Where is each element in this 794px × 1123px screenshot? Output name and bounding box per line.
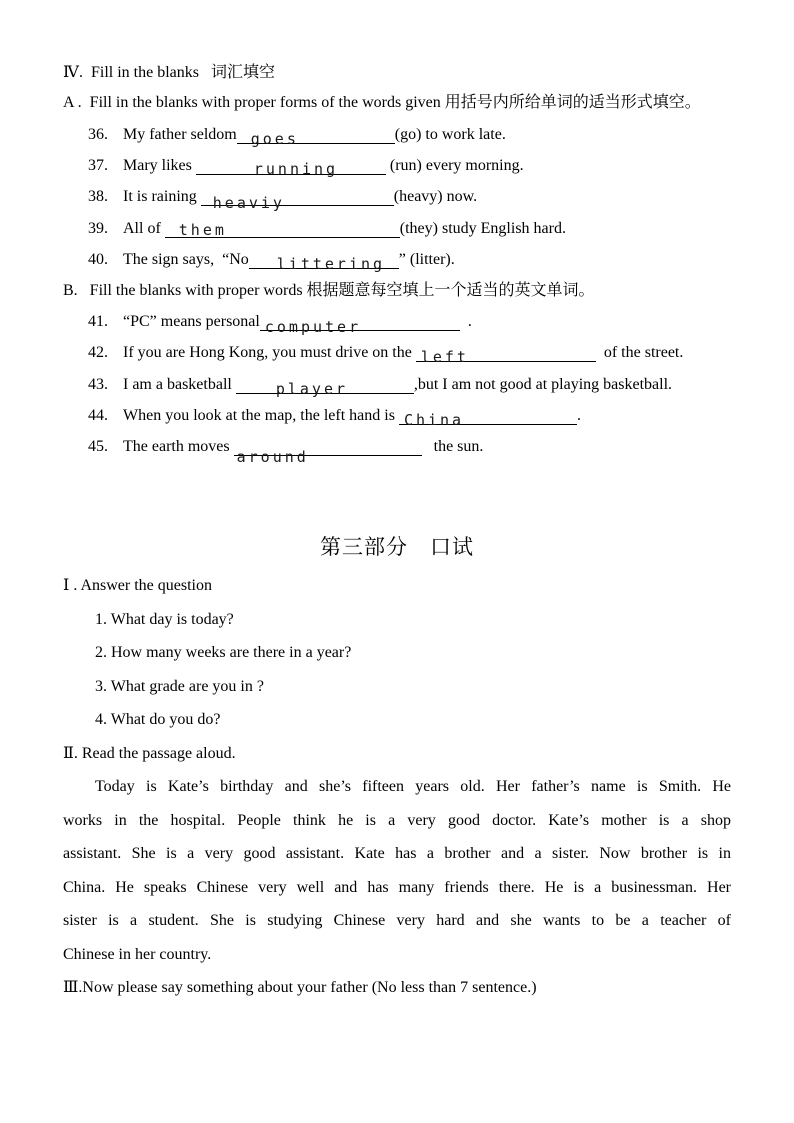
question-number: 40.: [88, 250, 108, 268]
answer-blank: [399, 404, 577, 429]
passage-line: Today is Kate’s birthday and she’s fifteen years old. Her father’s name is Smith. He: [95, 778, 731, 796]
question-number: 41.: [88, 313, 108, 331]
oral-task3-heading: Ⅲ.Now please say something about your father (No less than 7 sentence.): [63, 979, 537, 997]
handwritten-answer: them: [178, 220, 227, 239]
passage-line: works in the hospital. People think he is a very good doctor. Kate’s mother is a shop: [63, 811, 731, 829]
question-line: [63, 306, 731, 337]
question-text-pre: Mary likes: [123, 157, 196, 175]
handwritten-answer: left: [420, 348, 469, 367]
part-b-questions: [63, 306, 731, 466]
handwritten-answer: China: [403, 410, 465, 429]
handwritten-answer: littering: [276, 254, 386, 273]
question-text-pre: The sign says, “No: [123, 250, 249, 268]
question-text-post: ” (litter).: [398, 250, 455, 268]
question-number: 38.: [88, 188, 108, 206]
answer-blank: [249, 248, 399, 273]
reading-passage: [63, 770, 731, 971]
answer-blank: [201, 185, 394, 213]
question-text-pre: My father seldom: [123, 126, 237, 143]
answer-blank: [237, 123, 395, 148]
oral-question: 1. What day is today?: [95, 610, 234, 628]
oral-question: 2. How many weeks are there in a year?: [95, 644, 352, 662]
question-line: [63, 150, 731, 181]
part-a-instruction: A . Fill in the blanks with proper forms of the words given 用括号内所给单词的适当形式填空。: [63, 94, 701, 111]
oral-section-body: [63, 569, 731, 1005]
question-number: 44.: [88, 406, 108, 424]
answer-blank: [234, 435, 422, 466]
question-line: [63, 244, 731, 275]
oral-task2-heading: Ⅱ. Read the passage aloud.: [63, 744, 236, 762]
handwritten-answer: goes: [250, 130, 299, 148]
part-a-questions: [63, 119, 731, 275]
question-text-post: of the street.: [595, 344, 684, 362]
handwritten-answer: running: [253, 160, 339, 179]
handwritten-answer: heaviy: [212, 194, 285, 213]
answer-blank: [260, 310, 460, 337]
question-text-post: (go) to work late.: [394, 126, 506, 143]
question-line: [63, 431, 731, 466]
question-text-post: .: [459, 313, 472, 331]
question-line: [63, 181, 731, 212]
oral-question: 4. What do you do?: [95, 711, 221, 729]
question-text-post: .: [576, 406, 581, 424]
question-text-post: the sun.: [421, 437, 484, 455]
question-text-post: (heavy) now.: [393, 188, 478, 206]
answer-blank: [165, 217, 400, 238]
oral-task1-questions: [63, 603, 731, 737]
question-text-pre: If you are Hong Kong, you must drive on the: [123, 344, 416, 362]
question-line: [63, 369, 731, 400]
part-b-instruction: B. Fill the blanks with proper words 根据题意每空填上一个适当的英文单词。: [63, 281, 595, 299]
question-line: [63, 337, 731, 368]
question-text-pre: All of: [123, 219, 165, 237]
question-number: 39.: [88, 219, 108, 237]
question-text-pre: It is raining: [123, 188, 201, 206]
question-number: 36.: [88, 126, 108, 143]
question-text-post: (run) every morning.: [385, 157, 524, 175]
answer-blank: [196, 154, 386, 179]
question-text-pre: I am a basketball: [123, 375, 236, 393]
question-text-post: (they) study English hard.: [399, 219, 566, 237]
question-text-pre: “PC” means personal: [123, 313, 260, 331]
question-number: 42.: [88, 344, 108, 362]
passage-line: sister is a student. She is studying Chinese very hard and she wants to be a teacher of: [63, 912, 731, 930]
handwritten-answer: computer: [264, 318, 362, 337]
passage-line: assistant. She is a very good assistant. Kate has a brother and a sister. Now brother is in: [63, 845, 731, 863]
section-iv-heading: Ⅳ. Fill in the blanks 词汇填空: [63, 64, 275, 81]
oral-question: 3. What grade are you in ?: [95, 677, 264, 695]
question-number: 45.: [88, 437, 108, 455]
question-line: [63, 119, 731, 150]
handwritten-answer: player: [275, 379, 349, 398]
passage-line: Chinese in her country.: [63, 945, 212, 963]
question-text-pre: When you look at the map, the left hand is: [123, 406, 399, 424]
question-line: [63, 213, 731, 244]
passage-line: China. He speaks Chinese very well and has many friends there. He is a businessman. Her: [63, 878, 731, 896]
part3-title: 第三部分 口试: [320, 535, 474, 560]
oral-task1-heading: Ⅰ . Answer the question: [63, 577, 212, 595]
question-text-post: ,but I am not good at playing basketball.: [413, 375, 673, 393]
answer-blank: [416, 341, 596, 367]
handwritten-answer: around: [236, 447, 309, 466]
question-number: 37.: [88, 157, 108, 175]
question-line: [63, 400, 731, 431]
question-number: 43.: [88, 375, 108, 393]
answer-blank: [236, 373, 414, 398]
question-text-pre: The earth moves: [123, 437, 234, 455]
